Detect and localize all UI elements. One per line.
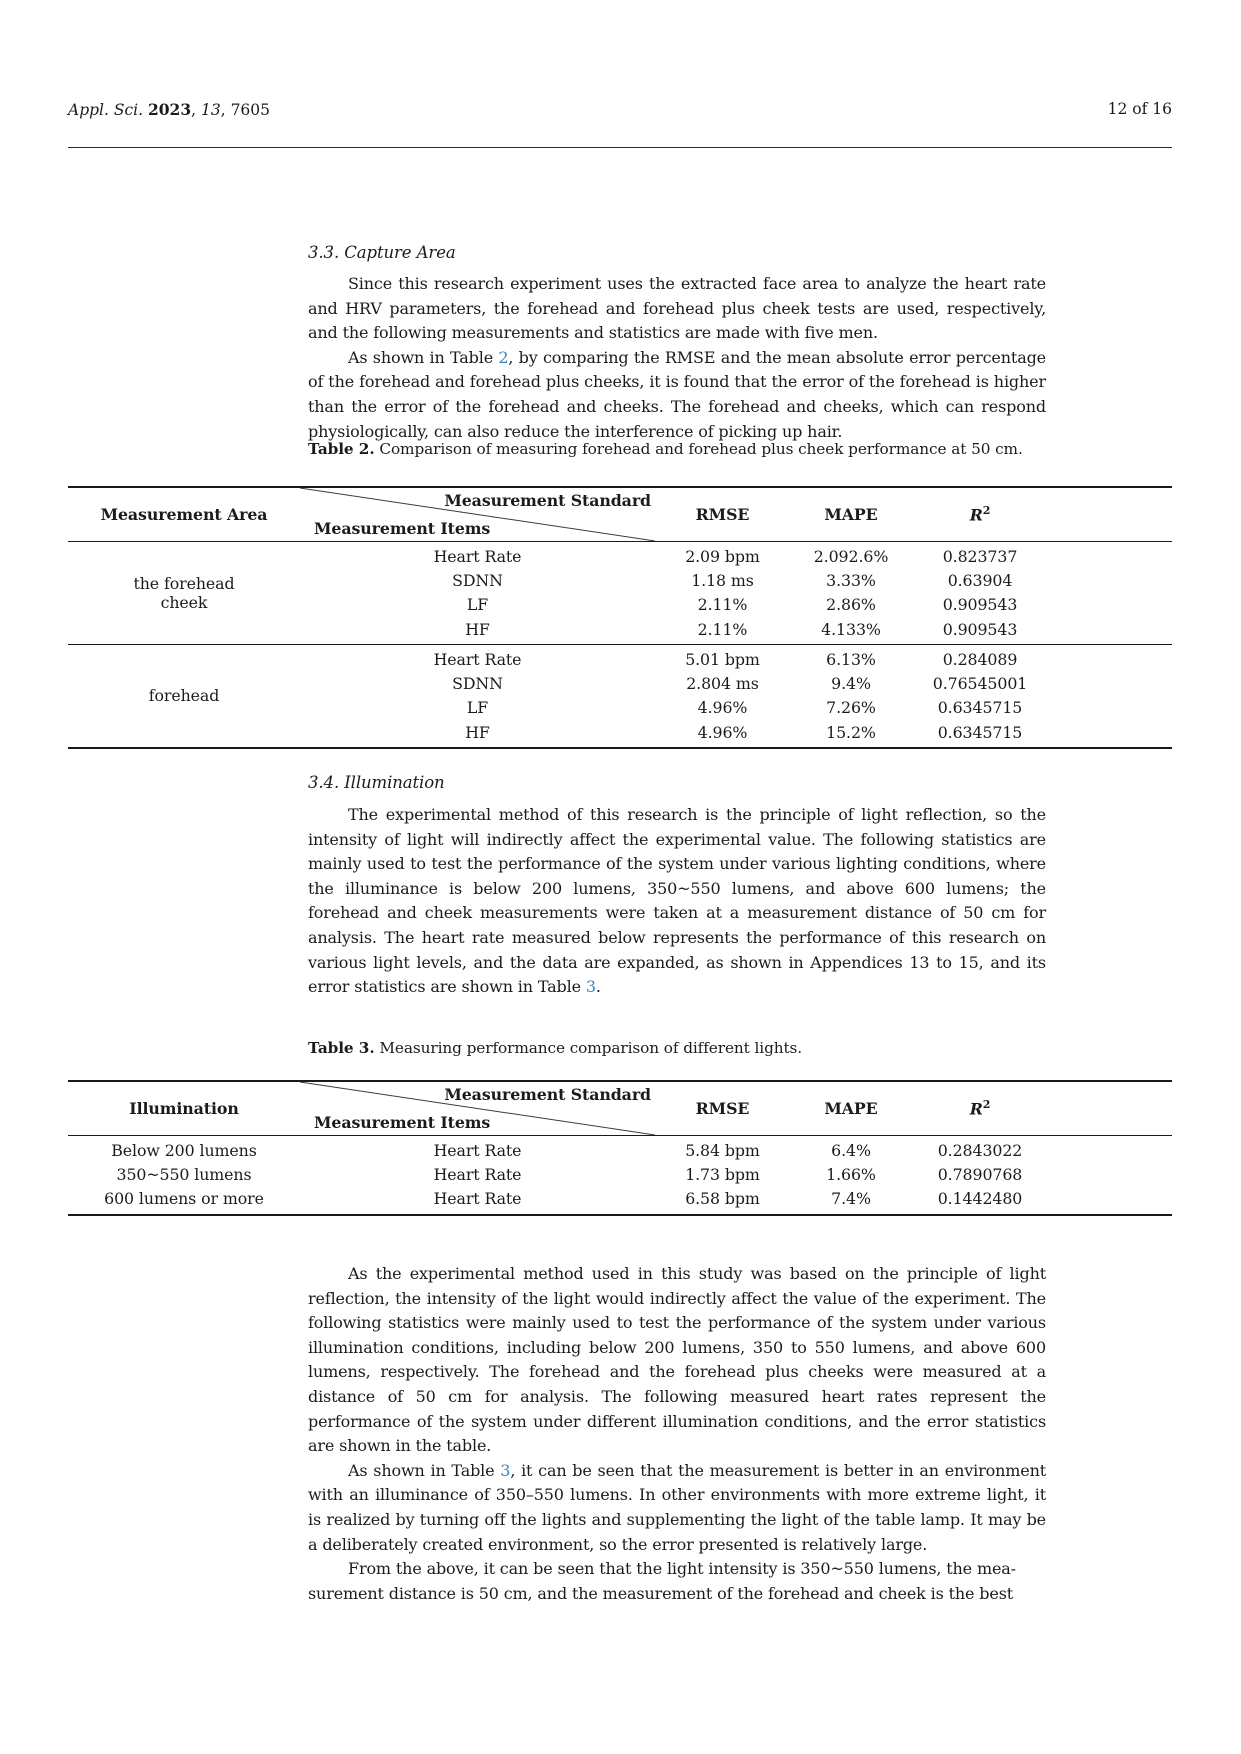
table-cell: 2.09 bpm [685, 546, 760, 566]
table-2-group-forehead [68, 645, 1172, 749]
table-cell: 7.26% [826, 698, 876, 718]
table-cell: 15.2% [826, 722, 876, 742]
diagonal-header-cell [300, 488, 655, 541]
section-34-heading: 3.4. Illumination [308, 773, 445, 792]
table-cell: LF [466, 595, 489, 615]
paragraph: From the above, it can be seen that the light intensity is 350~550 lumens, the mea- surement distance is 50 cm, and the measurement of the forehead and cheek is the best [308, 1559, 1016, 1603]
table-cell: 0.2843022 [937, 1140, 1023, 1160]
post-table-body [308, 1262, 1046, 1606]
table-cell: 2.11% [697, 595, 748, 615]
table-cell: 0.284089 [942, 649, 1018, 669]
table-cell: 5.84 bpm [685, 1140, 760, 1160]
table-cell: HF [465, 619, 490, 639]
table-3 [68, 1080, 1172, 1216]
section-33-body [308, 272, 1046, 444]
table-2-group-forehead-cheek [68, 542, 1172, 645]
table-cell: 6.13% [826, 649, 876, 669]
table-cell: Below 200 lumens [111, 1140, 257, 1160]
table-2 [68, 486, 1172, 749]
table-cell: 0.63904 [947, 570, 1013, 590]
table-cell: 0.1442480 [937, 1189, 1023, 1209]
table-cell: 6.58 bpm [685, 1189, 760, 1209]
column-header-measurement-items: Measurement Items [314, 1113, 491, 1132]
column-header-measurement-standard: Measurement Standard [444, 491, 651, 510]
column-header-measurement-area: Measurement Area [100, 505, 268, 524]
table-cell: 0.6345715 [937, 698, 1023, 718]
table-cell: 5.01 bpm [685, 649, 760, 669]
table-cell: 2.804 ms [686, 674, 759, 694]
table-cell: 2.092.6% [813, 546, 889, 566]
table-cell: Heart Rate [433, 1164, 522, 1184]
table-cell: SDNN [452, 674, 503, 694]
table-cell: 350~550 lumens [116, 1164, 252, 1184]
table-2-caption: Table 2. Comparison of measuring forehead and forehead plus cheek performance at 50 cm. [308, 440, 1023, 458]
table-3-link[interactable]: 3 [585, 977, 596, 997]
column-header-mape: MAPE [824, 505, 878, 524]
table-cell: 0.909543 [942, 595, 1018, 615]
table-3-link[interactable]: 3 [500, 1460, 511, 1480]
table-cell: 4.133% [821, 619, 881, 639]
column-header-rmse: RMSE [695, 1099, 750, 1118]
table-3-header [68, 1080, 1172, 1136]
area-cell: forehead [148, 686, 220, 706]
table-3-body [68, 1136, 1172, 1216]
table-cell: 0.76545001 [932, 674, 1028, 694]
table-cell: 0.7890768 [937, 1164, 1023, 1184]
diagonal-header-cell [300, 1082, 655, 1135]
table-2-header [68, 486, 1172, 542]
column-header-measurement-items: Measurement Items [314, 519, 491, 538]
paragraph: The experimental method of this research is the principle of light reflection, so the intensity of light will indirectly affect the experimental value. The following statistics are mainly used to test the performance of the system under various lighting conditions, where the illuminance is below 200 lumens, 350~550 lumens, and above 600 lumens; the forehead and cheek measurements were taken at a measurement distance of 50 cm for analysis. The heart rate measured below represents the performance of this research on various light levels, and the data are expanded, as shown in Appendices 13 to 15, and its error statistics are shown in Table 3. [308, 805, 1046, 997]
column-header-mape: MAPE [824, 1099, 878, 1118]
paragraph: As the experimental method used in this study was based on the principle of light reflection, the intensity of the light would indirectly affect the value of the experiment. The following statistics were mainly used to test the performance of the system under various illumination conditions, including below 200 lumens, 350 to 550 lumens, and above 600 lumens, respectively. The forehead and the forehead plus cheeks were measured at a distance of 50 cm for analysis. The following measured heart rates represent the performance of the system under different illumination conditions, and the error statistics are shown in the table. [308, 1264, 1046, 1456]
table-3-caption: Table 3. Measuring performance comparison of different lights. [308, 1039, 803, 1057]
header-rule [68, 147, 1172, 148]
table-cell: 9.4% [831, 674, 871, 694]
column-header-rmse: RMSE [695, 505, 750, 524]
page-number: 12 of 16 [1107, 100, 1172, 118]
table-cell: 2.86% [826, 595, 876, 615]
area-cell: the forehead cheek [133, 573, 235, 612]
table-cell: Heart Rate [433, 1189, 522, 1209]
section-34-body [308, 803, 1046, 1000]
table-cell: 0.909543 [942, 619, 1018, 639]
table-cell: 4.96% [697, 698, 748, 718]
table-cell: 1.66% [826, 1164, 876, 1184]
section-33-heading: 3.3. Capture Area [308, 243, 456, 262]
paragraph: As shown in Table 2, by comparing the RMSE and the mean absolute error percentage of the forehead and forehead plus cheeks, it is found that the error of the forehead is higher than the error of the forehead and cheeks. The forehead and cheeks, which can respond physiologically, can also reduce the interference of picking up hair. [308, 347, 1046, 441]
table-cell: 7.4% [831, 1189, 871, 1209]
table-cell: 0.823737 [942, 546, 1018, 566]
table-cell: 2.11% [697, 619, 748, 639]
table-cell: 1.73 bpm [685, 1164, 760, 1184]
table-cell: 0.6345715 [937, 722, 1023, 742]
table-cell: LF [466, 698, 489, 718]
column-header-r2: $R^2$ [969, 1098, 991, 1119]
journal-citation: Appl. Sci. 2023, 13, 7605 [68, 100, 271, 119]
table-cell: Heart Rate [433, 649, 522, 669]
table-cell: Heart Rate [433, 1140, 522, 1160]
table-cell: HF [465, 722, 490, 742]
column-header-measurement-standard: Measurement Standard [444, 1085, 651, 1104]
table-cell: 4.96% [697, 722, 748, 742]
table-2-link[interactable]: 2 [498, 347, 509, 367]
table-cell: Heart Rate [433, 546, 522, 566]
table-cell: 600 lumens or more [104, 1189, 264, 1209]
column-header-illumination: Illumination [129, 1099, 239, 1118]
column-header-r2: $R^2$ [969, 504, 991, 525]
table-cell: 3.33% [826, 570, 876, 590]
table-cell: SDNN [452, 570, 503, 590]
table-cell: 6.4% [831, 1140, 871, 1160]
paragraph: Since this research experiment uses the extracted face area to analyze the heart rate and HRV parameters, the forehead and forehead plus cheek tests are used, respectively, and the following measurements and statistics are made with five men. [308, 274, 1046, 343]
page-header [68, 100, 1172, 119]
table-cell: 1.18 ms [691, 570, 754, 590]
paragraph: As shown in Table 3, it can be seen that the measurement is better in an environment with an illuminance of 350–550 lumens. In other environments with more extreme light, it is realized by turning off the lights and supplementing the light of the table lamp. It may be a deliberately created environment, so the error presented is relatively large. [308, 1460, 1047, 1554]
